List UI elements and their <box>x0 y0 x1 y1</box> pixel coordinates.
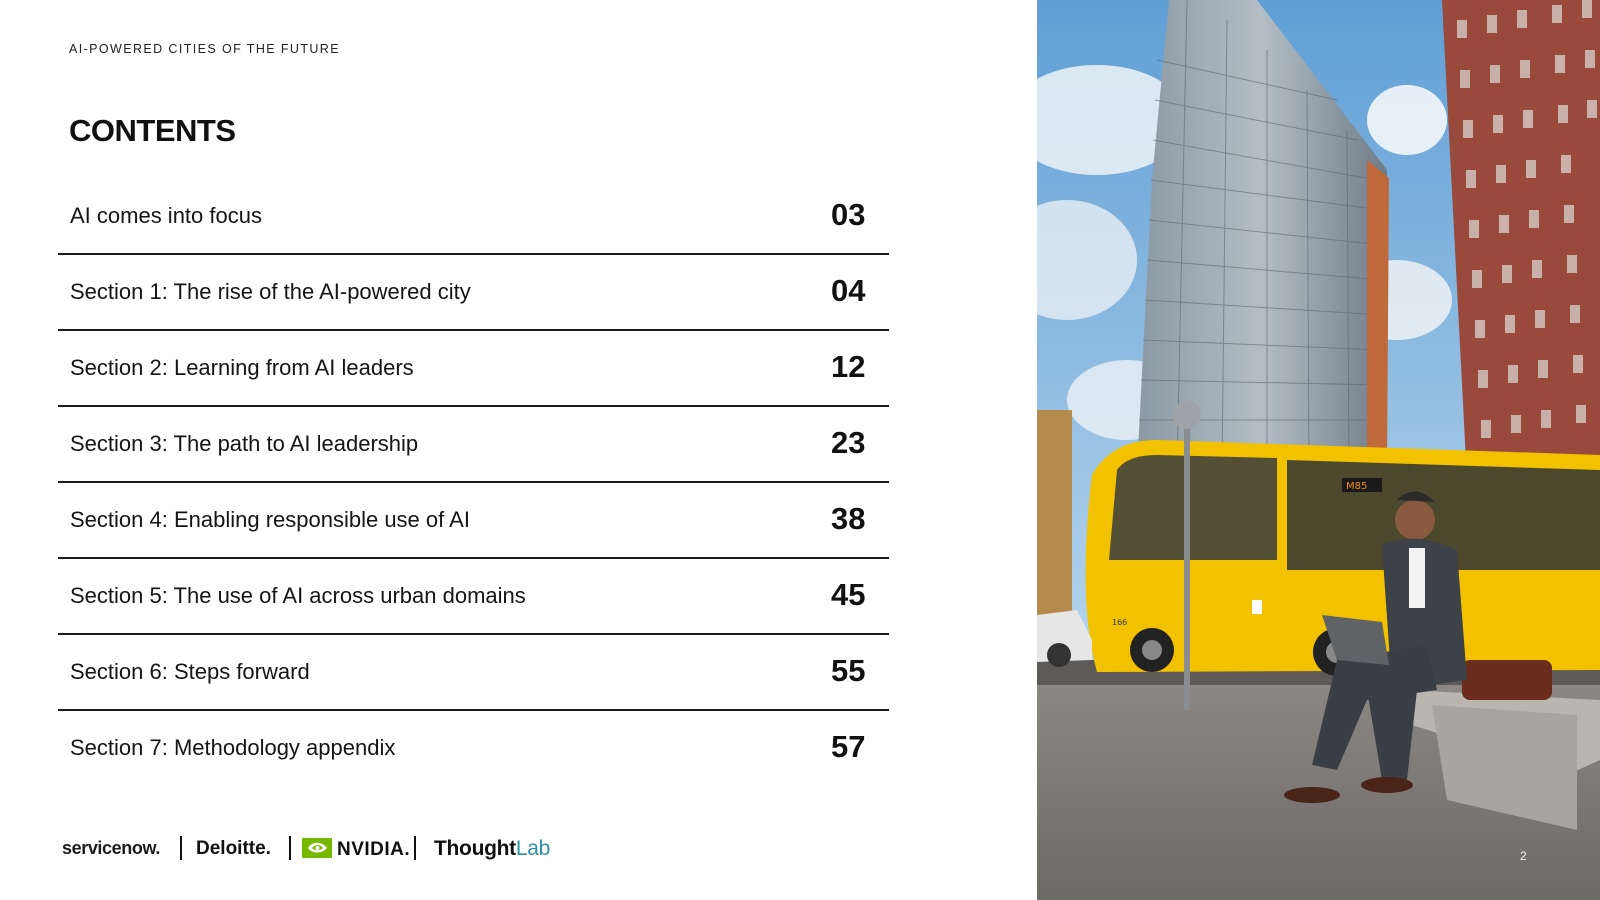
toc-label: Section 5: The use of AI across urban domains <box>70 583 526 608</box>
table-of-contents <box>58 179 889 787</box>
report-kicker: AI-POWERED CITIES OF THE FUTURE <box>69 42 340 56</box>
toc-row-section-2[interactable] <box>58 331 889 407</box>
deloitte-logo: Deloitte. <box>196 838 271 859</box>
toc-page-number: 23 <box>831 425 866 460</box>
toc-page-number: 03 <box>831 197 866 232</box>
toc-page-number: 12 <box>831 349 866 384</box>
nvidia-eye-icon <box>302 838 332 858</box>
logo-divider <box>289 836 291 860</box>
toc-row-section-4[interactable] <box>58 483 889 559</box>
toc-row-section-5[interactable] <box>58 559 889 635</box>
toc-row-section-1[interactable] <box>58 255 889 331</box>
toc-row-intro[interactable] <box>58 179 889 255</box>
svg-text:166: 166 <box>1112 618 1128 627</box>
logo-divider <box>180 836 182 860</box>
servicenow-logo: servicenow. <box>62 838 160 858</box>
toc-label: Section 7: Methodology appendix <box>70 735 396 760</box>
toc-row-section-7[interactable] <box>58 711 889 787</box>
toc-page-number: 45 <box>831 577 866 612</box>
toc-row-section-3[interactable] <box>58 407 889 483</box>
thoughtlab-logo: ThoughtLab <box>434 837 550 860</box>
toc-page-number: 38 <box>831 501 866 536</box>
toc-label: Section 6: Steps forward <box>70 659 310 684</box>
svg-text:M85: M85 <box>1346 481 1368 492</box>
photo-illustration <box>1037 0 1600 900</box>
page-number: 2 <box>1520 849 1527 863</box>
toc-label: Section 3: The path to AI leadership <box>70 431 419 456</box>
logo-divider <box>414 836 416 860</box>
toc-row-section-6[interactable] <box>58 635 889 711</box>
toc-page-number: 57 <box>831 729 866 764</box>
toc-page-number: 04 <box>831 273 866 308</box>
toc-label: AI comes into focus <box>70 203 262 228</box>
toc-label: Section 4: Enabling responsible use of AI <box>70 507 470 532</box>
toc-page-number: 55 <box>831 653 866 688</box>
page-title: CONTENTS <box>69 113 236 148</box>
toc-label: Section 2: Learning from AI leaders <box>70 355 414 380</box>
toc-label: Section 1: The rise of the AI-powered city <box>70 279 471 304</box>
city-street-photo <box>1037 0 1600 900</box>
